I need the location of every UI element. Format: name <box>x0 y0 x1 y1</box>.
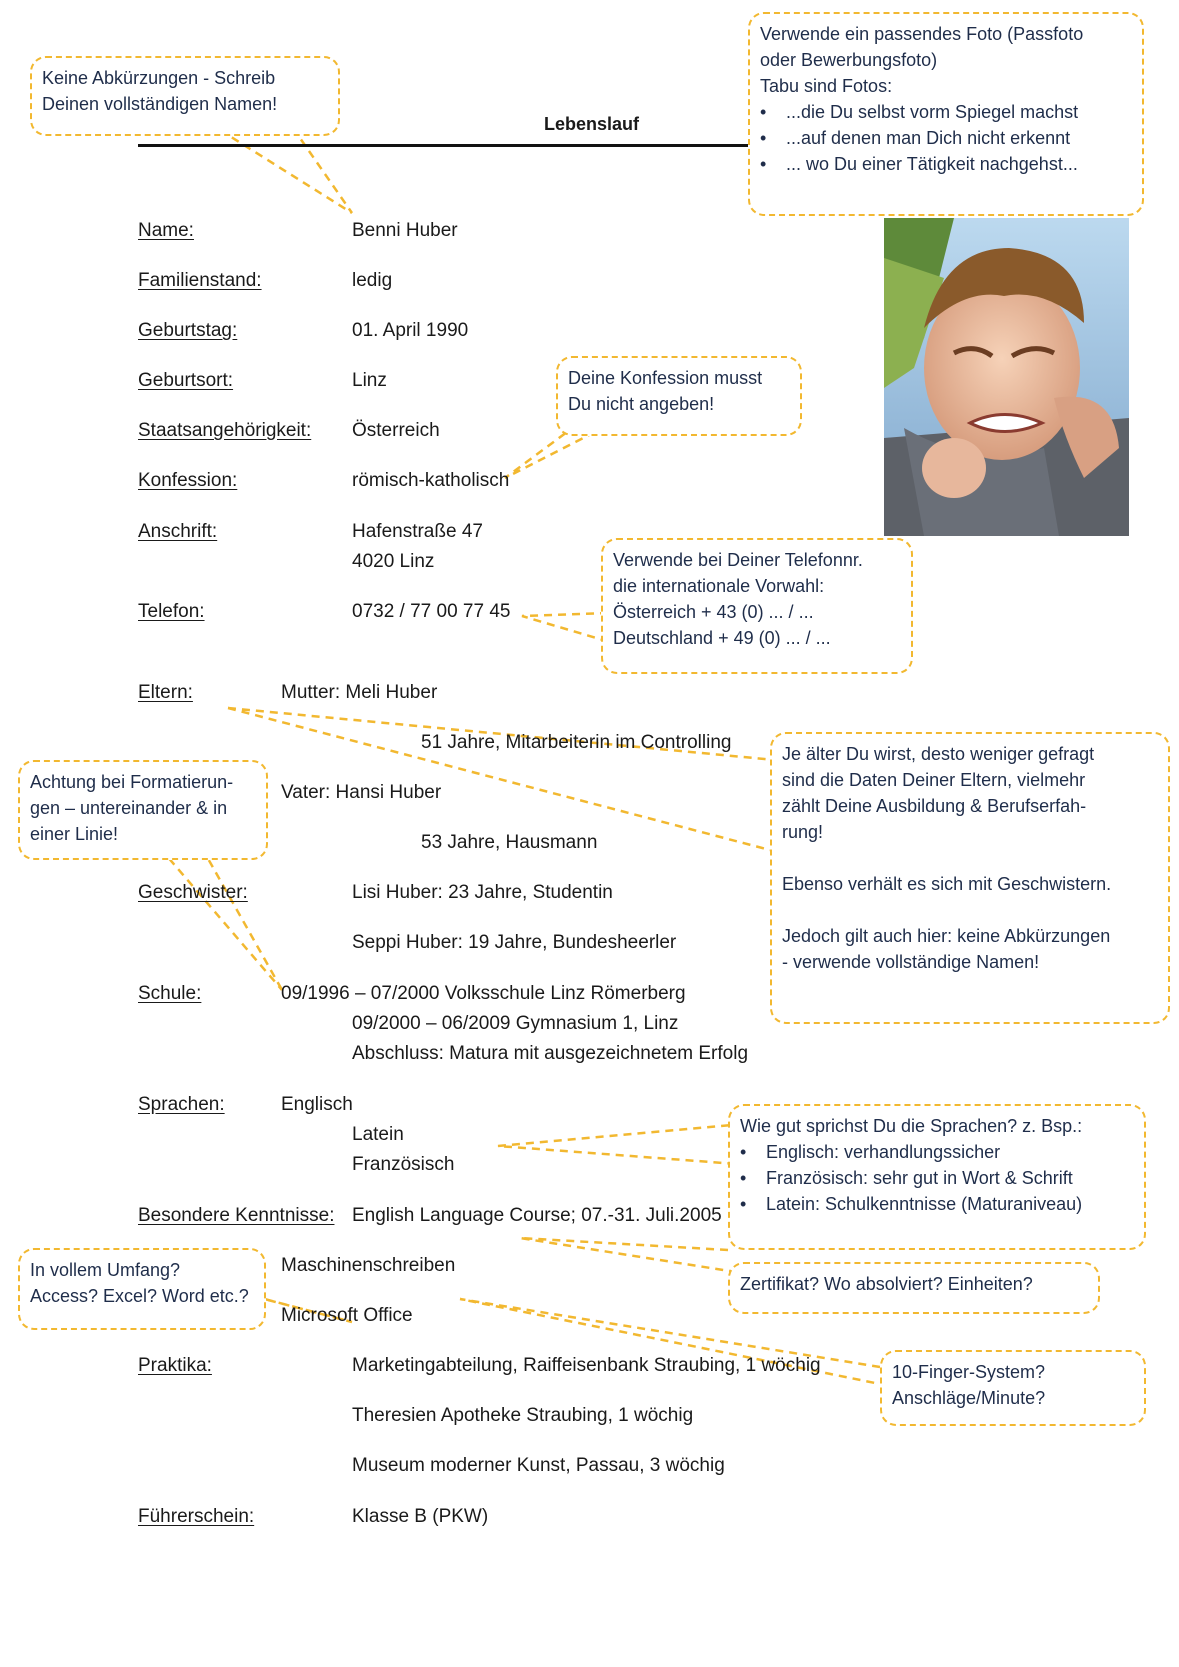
title-rule <box>138 144 758 147</box>
value-skill1: English Language Course; 07.-31. Juli.2005 <box>352 1205 722 1226</box>
label-family: Familienstand: <box>138 270 262 291</box>
label-skills: Besondere Kenntnisse: <box>138 1205 335 1226</box>
value-lang2: Latein <box>352 1124 404 1145</box>
value-license: Klasse B (PKW) <box>352 1506 489 1527</box>
value-intern3: Museum moderner Kunst, Passau, 3 wöchig <box>352 1455 725 1476</box>
label-nationality: Staatsangehörigkeit: <box>138 420 312 441</box>
bubble-photo-tip: Verwende ein passendes Foto (Passfoto oder Bewerbungsfoto) Tabu sind Fotos: • ...die Du selbst vorm Spiegel machst • ...auf denen man Dich nicht erkennt • ... wo Du einer Tätigkeit nachgehst... <box>748 12 1144 216</box>
value-skill3: Microsoft Office <box>281 1305 413 1326</box>
bubble-typing-tip: 10-Finger-System? Anschläge/Minute? <box>880 1350 1146 1426</box>
value-school2: 09/2000 – 06/2009 Gymnasium 1, Linz <box>352 1013 679 1034</box>
connector-confession <box>505 432 595 478</box>
value-address-line1: Hafenstraße 47 <box>352 521 483 542</box>
value-family: ledig <box>352 270 393 291</box>
label-address: Anschrift: <box>138 521 218 542</box>
label-birthplace: Geburtsort: <box>138 370 234 391</box>
bubble-language-tip: Wie gut sprichst Du die Sprachen? z. Bsp.: • Englisch: verhandlungssicher • Französisch: sehr gut in Wort & Schrift • Latein: Schulkenntnisse (Maturaniveau) <box>728 1104 1146 1250</box>
value-father: Vater: Hansi Huber <box>281 782 442 803</box>
label-birthday: Geburtstag: <box>138 320 238 341</box>
connector-format <box>160 848 282 990</box>
label-siblings: Geschwister: <box>138 882 248 903</box>
value-birthday: 01. April 1990 <box>352 320 469 341</box>
value-lang3: Französisch <box>352 1154 455 1175</box>
label-license: Führerschein: <box>138 1506 255 1527</box>
value-intern1: Marketingabteilung, Raiffeisenbank Straubing, 1 wöchig <box>352 1355 821 1376</box>
label-name: Name: <box>138 220 194 241</box>
bubble-certificate-tip: Zertifikat? Wo absolviert? Einheiten? <box>728 1262 1100 1314</box>
label-confession: Konfession: <box>138 470 238 491</box>
label-parents: Eltern: <box>138 682 193 703</box>
value-school3: Abschluss: Matura mit ausgezeichnetem Erfolg <box>352 1043 749 1064</box>
value-sibling2: Seppi Huber: 19 Jahre, Bundesheerler <box>352 932 677 953</box>
value-lang1: Englisch <box>281 1094 353 1115</box>
value-skill2: Maschinenschreiben <box>281 1255 456 1276</box>
value-intern2: Theresien Apotheke Straubing, 1 wöchig <box>352 1405 694 1426</box>
value-nationality: Österreich <box>352 420 440 441</box>
value-mother-info: 51 Jahre, Mitarbeiterin im Controlling <box>421 732 732 753</box>
value-address-line2: 4020 Linz <box>352 551 435 572</box>
connector-language <box>498 1124 743 1164</box>
bubble-office-tip: In vollem Umfang? Access? Excel? Word etc.? <box>18 1248 266 1330</box>
value-mother: Mutter: Meli Huber <box>281 682 438 703</box>
value-sibling1: Lisi Huber: 23 Jahre, Studentin <box>352 882 613 903</box>
connector-name <box>220 128 352 213</box>
label-internships: Praktika: <box>138 1355 212 1376</box>
bubble-phone-tip: Verwende bei Deiner Telefonnr. die internationale Vorwahl: Österreich + 43 (0) ... / ... Deutschland + 49 (0) ... / ... <box>601 538 913 674</box>
label-languages: Sprachen: <box>138 1094 225 1115</box>
label-phone: Telefon: <box>138 601 205 622</box>
bubble-format-tip: Achtung bei Formatierun- gen – untereinander & in einer Linie! <box>18 760 268 860</box>
value-school1: 09/1996 – 07/2000 Volksschule Linz Römerberg <box>281 983 686 1004</box>
bubble-confession-tip: Deine Konfession musst Du nicht angeben! <box>556 356 802 436</box>
connector-certificate <box>520 1238 736 1272</box>
value-name: Benni Huber <box>352 220 458 241</box>
applicant-photo <box>884 218 1129 536</box>
connector-parents <box>228 708 775 850</box>
value-confession: römisch-katholisch <box>352 470 510 491</box>
value-birthplace: Linz <box>352 370 387 391</box>
value-phone: 0732 / 77 00 77 45 <box>352 601 511 622</box>
label-school: Schule: <box>138 983 202 1004</box>
value-father-info: 53 Jahre, Hausmann <box>421 832 598 853</box>
bubble-name-tip: Keine Abkürzungen - Schreib Deinen vollständigen Namen! <box>30 56 340 136</box>
bubble-parents-tip: Je älter Du wirst, desto weniger gefragt sind die Daten Deiner Eltern, vielmehr zählt Deine Ausbildung & Berufserfah- rung! Ebenso verhält es sich mit Geschwistern. Jedoch gilt auch hier: keine Abkürzungen - verwende vollständige Namen! <box>770 732 1170 1024</box>
page-title: Lebenslauf <box>544 114 640 134</box>
